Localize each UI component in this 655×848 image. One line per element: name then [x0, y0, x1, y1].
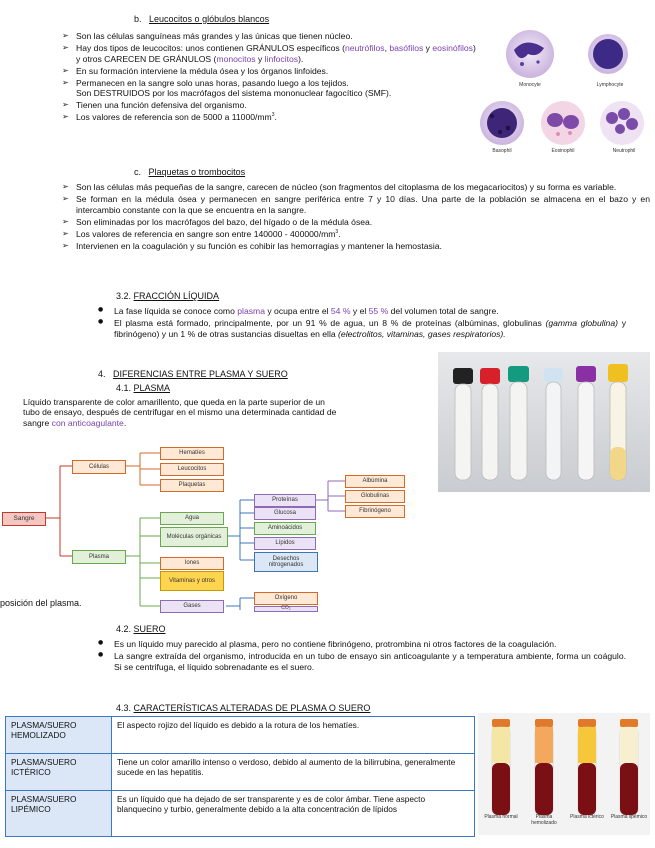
diferencias-heading: 4. DIFERENCIAS ENTRE PLASMA Y SUERO	[98, 369, 288, 379]
list-item: ➢ Los valores de referencia son de 5000 a $11000/mm^3$.	[62, 112, 478, 122]
diagram-node-hematies: Hematíes	[160, 447, 224, 460]
leucocitos-list	[62, 31, 478, 124]
neutrophil-cell	[600, 101, 644, 145]
plasma-description: Líquido transparente de color amarillento, que queda en la parte superior de un tubo de ensayo, después de centrifugar en el mismo una determinada cantidad de sangre con anticoagulante.	[23, 397, 337, 428]
lymphocyte-cell	[588, 34, 628, 74]
suero-heading: 4.2. SUERO	[116, 624, 166, 634]
diagram-node-celulas: Células	[72, 460, 126, 474]
fraccion-heading: 3.2. FRACCIÓN LÍQUIDA	[116, 291, 220, 301]
basophil-label: Basophil	[492, 148, 512, 154]
diagram-node-fibrinogeno: Fibrinógeno	[345, 505, 405, 518]
altered-plasma-tubes-photo	[478, 713, 650, 835]
plasma-heading: 4.1. PLASMA	[116, 383, 171, 393]
diagram-node-desechos: Desechos nitrogenados	[254, 552, 318, 572]
list-item: ● Es un líquido muy parecido al plasma, pero no contiene fibrinógeno, protrombina ni otros factores de la coagulación.	[96, 639, 626, 649]
list-item: ➢ En su formación interviene la médula ósea y los órganos linfoides.	[62, 66, 478, 76]
diagram-node-sangre: Sangre	[2, 512, 46, 526]
suero-list	[96, 639, 626, 674]
diagram-node-albumina: Albúmina	[345, 475, 405, 488]
altered-tubes-drawing	[478, 713, 650, 823]
plaquetas-heading: c. Plaquetas o trombocitos	[134, 167, 246, 177]
diagram-node-glucosa: Glucosa	[254, 507, 316, 520]
table-cell-label: PLASMA/SUERO ICTÉRICO	[6, 754, 112, 791]
table-row	[6, 754, 475, 791]
altered-plasma-table	[5, 716, 475, 837]
table-cell-label: PLASMA/SUERO HEMOLIZADO	[6, 717, 112, 754]
table-cell-text: Tiene un color amarillo intenso o verdoso, debido al aumento de la bilirrubina, generalmente sucede en las hepatitis.	[112, 754, 475, 791]
lymphocyte-label: Lymphocyte	[596, 82, 624, 88]
list-item: ● El plasma está formado, principalmente, por un 91 % de agua, un 8 % de proteínas (albúminas, globulinas (gamma globulina) y fibrinógeno) y un 1 % de otras sustancias disueltas en ella (electrolitos, vitaminas, gases respiratorios).	[96, 318, 626, 339]
list-item: ➢ Son las células más pequeñas de la sangre, carecen de núcleo (son fragmentos del citoplasma de los megacariocitos) y su forma es variable.	[62, 182, 650, 192]
tube-label-icterico: Plasma ictérico	[570, 814, 604, 820]
diagram-node-leucocitos: Leucocitos	[160, 463, 224, 476]
list-item: ● La fase líquida se conoce como plasma y ocupa entre el 54 % y el 55 % del volumen total de sangre.	[96, 306, 626, 316]
list-item: ➢ Se forman en la médula ósea y permanecen en sangre periférica entre 7 y 10 días. Una parte de la población se almacena en el bazo y en intercambio constante con la que se encuentra en la sangre.	[62, 194, 650, 215]
basophil-cell	[480, 101, 524, 145]
diagram-node-lipidos: Lípidos	[254, 537, 316, 550]
list-item: ➢ Tienen una función defensiva del organismo.	[62, 100, 478, 110]
list-item: ➢ Intervienen en la coagulación y su función es cohibir las hemorragias y mantener la hemostasia.	[62, 241, 650, 251]
monocyte-label: Monocyte	[519, 82, 541, 88]
list-item: ➢ Hay dos tipos de leucocitos: unos contienen GRÁNULOS específicos (neutrófilos, basófilos y eosinófilos) y otros CARECEN DE GRÁNULOS (monocitos y linfocitos).	[62, 43, 478, 64]
eosinophil-label: Eosinophil	[551, 148, 575, 154]
tube-label-hemolizado: Plasma hemolizado	[531, 814, 557, 827]
table-cell-text: Es un líquido que ha dejado de ser transparente y es de color ámbar. Tiene aspecto blanquecino y turbio, generalmente debido a la alta concentración de lípidos	[112, 791, 475, 837]
diagram-node-aminoacidos: Aminoácidos	[254, 522, 316, 535]
table-row	[6, 717, 475, 754]
leukocyte-illustration	[478, 28, 650, 156]
list-item: ➢ Permanecen en la sangre solo unas horas, pasando luego a los tejidos. Son DESTRUIDOS por los macrófagos del sistema mononuclear fagocítico (SMF).	[62, 78, 478, 99]
diagram-node-proteinas: Proteínas	[254, 494, 316, 507]
partial-caption: posición del plasma.	[0, 598, 82, 608]
neutrophil-label: Neutrophil	[612, 148, 636, 154]
tube-label-lipemico: Plasma lipémico	[610, 814, 648, 820]
tube-label-normal: Plasma normal	[484, 814, 518, 820]
list-item: ● La sangre extraída del organismo, introducida en un tubo de ensayo sin anticoagulante y a temperatura ambiente, forma un coágulo. Si se centrifuga, el líquido sobrenadante es el suero.	[96, 651, 626, 672]
blood-tubes-photo	[438, 352, 650, 492]
diagram-node-co2: CO₂	[254, 606, 318, 612]
diagram-node-iones: Iones	[160, 557, 224, 570]
diagram-node-plaquetas: Plaquetas	[160, 479, 224, 492]
fraccion-list	[96, 306, 626, 341]
plaquetas-list	[62, 182, 650, 253]
list-item: ➢ Son las células sanguíneas más grandes y las únicas que tienen núcleo.	[62, 31, 478, 41]
table-cell-text: El aspecto rojizo del líquido es debido a la rotura de los hematíes.	[112, 717, 475, 754]
table-row	[6, 791, 475, 837]
diagram-node-globulinas: Globulinas	[345, 490, 405, 503]
caracteristicas-heading: 4.3. CARACTERÍSTICAS ALTERADAS DE PLASMA O SUERO	[116, 703, 371, 713]
monocyte-cell	[506, 30, 554, 78]
diagram-node-vitaminas: Vitaminas y otros	[160, 571, 224, 591]
diagram-node-moleculas: Moléculas orgánicas	[160, 527, 228, 547]
leucocitos-heading: b. Leucocitos o glóbulos blancos	[134, 14, 270, 24]
table-cell-label: PLASMA/SUERO LIPÉMICO	[6, 791, 112, 837]
tubes-drawing	[438, 352, 650, 492]
eosinophil-cell	[541, 101, 585, 145]
diagram-node-gases: Gases	[160, 600, 224, 613]
diagram-node-plasma: Plasma	[72, 550, 126, 564]
list-item: ➢ Son eliminadas por los macrófagos del bazo, del hígado o de la médula ósea.	[62, 217, 650, 227]
diagram-node-oxigeno: Oxígeno	[254, 592, 318, 605]
list-item: ➢ Los valores de referencia en sangre son entre $140000 - 400000/mm^3$.	[62, 229, 650, 239]
diagram-node-agua: Agua	[160, 512, 224, 525]
plasma-composition-diagram	[0, 440, 420, 610]
